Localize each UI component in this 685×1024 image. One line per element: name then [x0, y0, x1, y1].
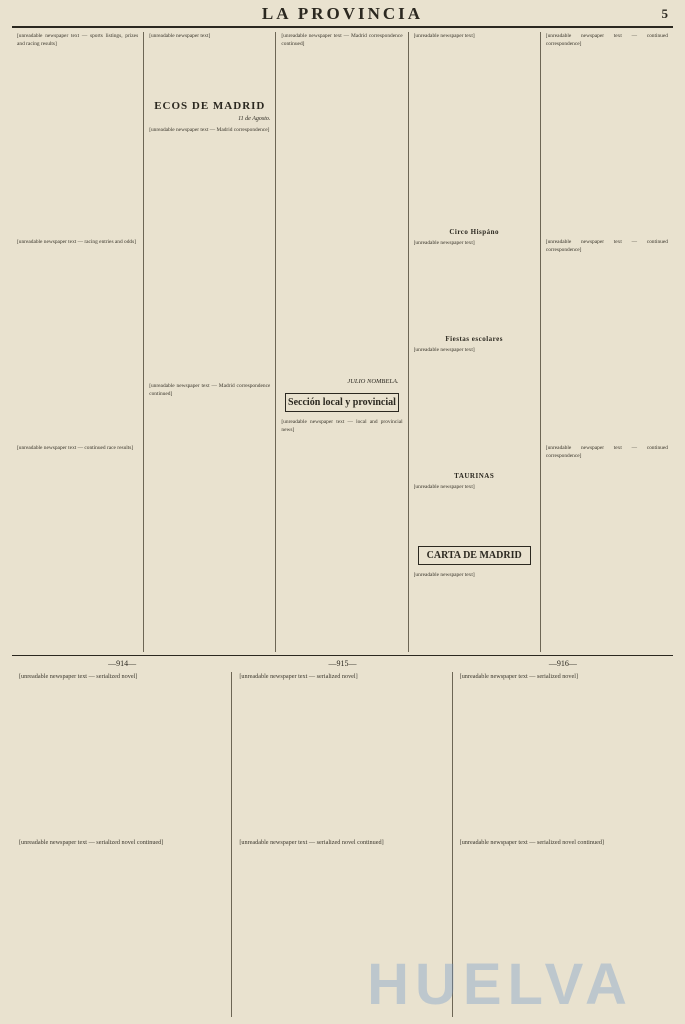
- folio-3: —916—: [548, 659, 577, 668]
- column-5-text-1: [unreadable newspaper text — continued correspondence]: [545, 33, 668, 48]
- feuilleton-folio-row: [12, 655, 673, 672]
- folio-2: —915—: [328, 659, 357, 668]
- column-5-text-2: [unreadable newspaper text — continued correspondence]: [545, 239, 668, 254]
- masthead: [12, 2, 673, 28]
- column-4-text-5: [unreadable newspaper text]: [413, 572, 475, 578]
- page-number: 5: [661, 6, 669, 21]
- column-4: [409, 32, 541, 652]
- feuilleton-1-text-1: [unreadable newspaper text — serialized novel]: [19, 673, 138, 680]
- section-heading-carta-de-madrid: CARTA DE MADRID: [418, 546, 531, 565]
- feuilleton-1-text-2: [unreadable newspaper text — serialized novel continued]: [19, 839, 164, 846]
- main-columns: [12, 32, 673, 652]
- column-2-text-3: [unreadable newspaper text — Madrid correspondence continued]: [149, 383, 271, 398]
- sub-heading-circo: Circo Hispáno: [449, 228, 500, 236]
- column-5-text-3: [unreadable newspaper text — continued correspondence]: [545, 445, 668, 460]
- column-2: [144, 32, 276, 652]
- feuilleton-3-text-2: [unreadable newspaper text — serialized novel continued]: [459, 839, 604, 846]
- section-heading-local-provincial: Sección local y provincial: [285, 393, 398, 412]
- feuilleton-column-3: [453, 672, 673, 1017]
- column-4-text-3: [unreadable newspaper text]: [413, 347, 475, 353]
- section-heading-ecos-de-madrid: ECOS DE MADRID: [154, 100, 266, 112]
- column-1-text-3: [unreadable newspaper text — continued race results]: [17, 445, 134, 451]
- feuilleton-2-text-2: [unreadable newspaper text — serialized novel continued]: [239, 839, 384, 846]
- column-2-text-1: [unreadable newspaper text]: [149, 33, 211, 39]
- dateline: 11 de Agosto.: [238, 116, 271, 122]
- feuilleton-columns: [12, 672, 673, 1017]
- column-4-text-1: [unreadable newspaper text]: [413, 33, 475, 39]
- library-watermark: HUELVA: [367, 952, 633, 1017]
- feuilleton-column-2: [232, 672, 452, 1017]
- sub-heading-taurinas: TAURINAS: [454, 472, 495, 480]
- column-2-text-2: [unreadable newspaper text — Madrid correspondence]: [149, 127, 270, 133]
- paper-title: LA PROVINCIA: [261, 4, 424, 23]
- column-1: [12, 32, 144, 652]
- column-1-text-2: [unreadable newspaper text — racing entries and odds]: [17, 239, 136, 245]
- column-4-text-4: [unreadable newspaper text]: [413, 484, 475, 490]
- column-4-text-2: [unreadable newspaper text]: [413, 240, 475, 246]
- sub-heading-fiestas: Fiestas escolares: [445, 335, 503, 343]
- feuilleton-3-text-1: [unreadable newspaper text — serialized novel]: [459, 673, 579, 680]
- feuilleton-2-text-1: [unreadable newspaper text — serialized novel]: [239, 673, 358, 680]
- feuilleton-column-1: [12, 672, 232, 1017]
- folio-1: —914—: [108, 659, 137, 668]
- column-1-text-1: [unreadable newspaper text — sports listings, prizes and racing results]: [17, 33, 139, 48]
- article-signature: JULIO NOMBELA.: [347, 378, 399, 385]
- column-3: [276, 32, 408, 652]
- column-3-text-2: [unreadable newspaper text — local and provincial news]: [281, 419, 403, 434]
- column-3-text-1: [unreadable newspaper text — Madrid correspondence continued]: [281, 33, 403, 48]
- column-5: [541, 32, 673, 652]
